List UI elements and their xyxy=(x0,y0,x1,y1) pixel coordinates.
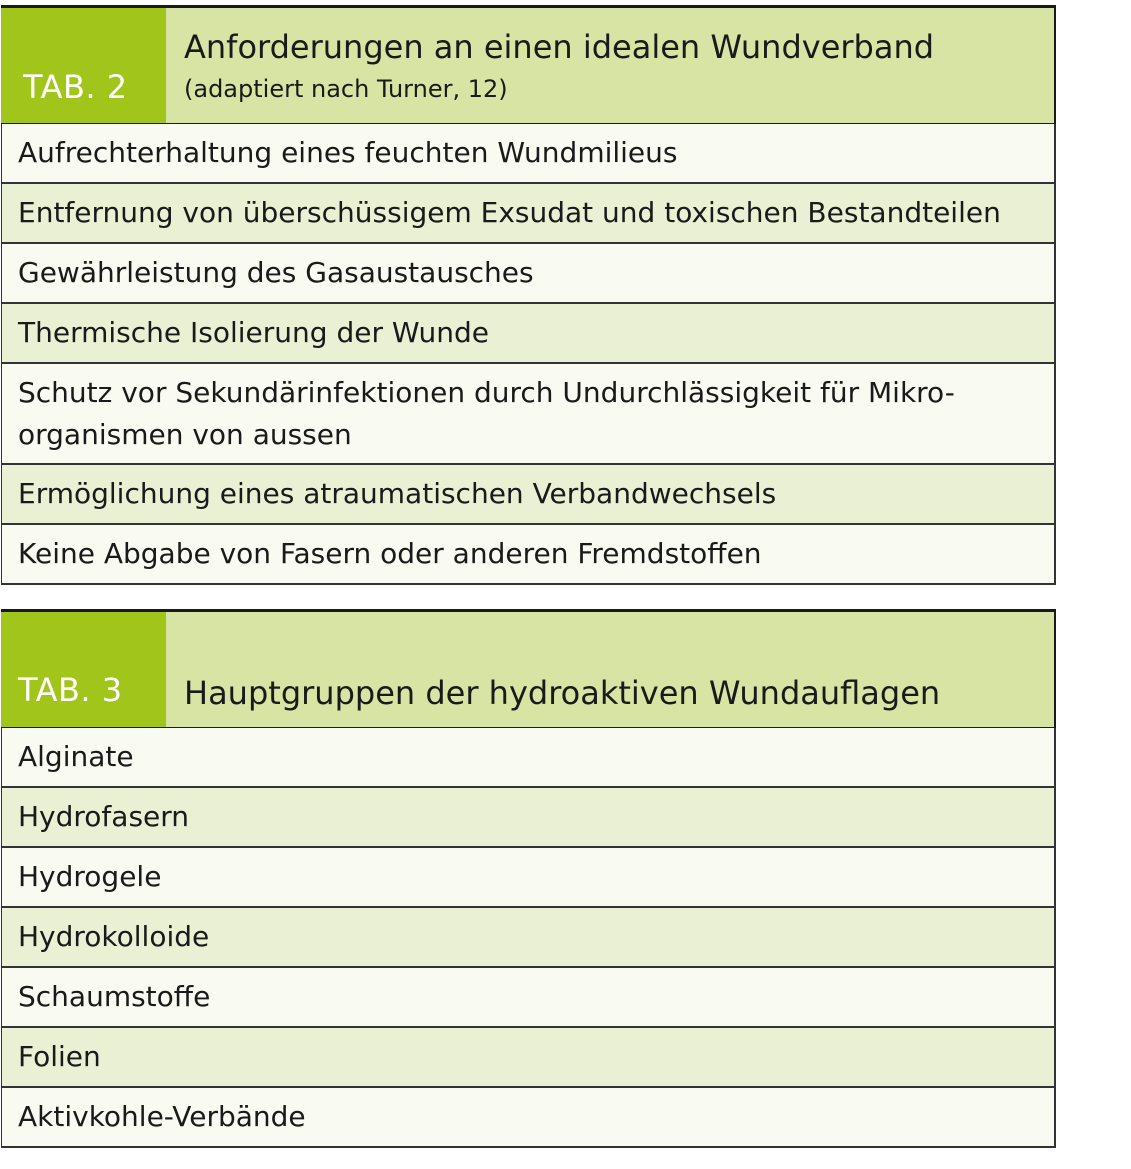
table-title: Hauptgruppen der hydroaktiven Wundauflagen xyxy=(184,674,941,712)
table-number-label: TAB. 2 xyxy=(1,8,166,123)
table-row: Schutz vor Sekundärinfektionen durch Undurchlässigkeit für Mikro-organismen von aussen xyxy=(1,364,1056,465)
table-row: Thermische Isolierung der Wunde xyxy=(1,304,1056,364)
table-row: Ermöglichung eines atraumatischen Verbandwechsels xyxy=(1,465,1056,525)
table-header xyxy=(1,609,1056,728)
table-row: Aufrechterhaltung eines feuchten Wundmilieus xyxy=(1,124,1056,184)
table-row: Schaumstoffe xyxy=(1,968,1056,1028)
table-subtitle: (adaptiert nach Turner, 12) xyxy=(184,74,508,103)
table-header-text xyxy=(166,612,1054,727)
table-header xyxy=(1,5,1056,124)
table-header-text xyxy=(166,8,1054,123)
table-hauptgruppen xyxy=(1,609,1056,1148)
table-row: Gewährleistung des Gasaustausches xyxy=(1,244,1056,304)
table-anforderungen xyxy=(1,5,1056,585)
table-title: Anforderungen an einen idealen Wundverband xyxy=(184,27,935,66)
table-row: Hydrogele xyxy=(1,848,1056,908)
table-row: Keine Abgabe von Fasern oder anderen Fremdstoffen xyxy=(1,525,1056,585)
table-row: Hydrofasern xyxy=(1,788,1056,848)
table-row: Hydrokolloide xyxy=(1,908,1056,968)
table-row: Aktivkohle-Verbände xyxy=(1,1088,1056,1148)
table-row: Entfernung von überschüssigem Exsudat und toxischen Bestandteilen xyxy=(1,184,1056,244)
table-row: Alginate xyxy=(1,728,1056,788)
table-row: Folien xyxy=(1,1028,1056,1088)
table-number-label: TAB. 3 xyxy=(1,612,166,727)
